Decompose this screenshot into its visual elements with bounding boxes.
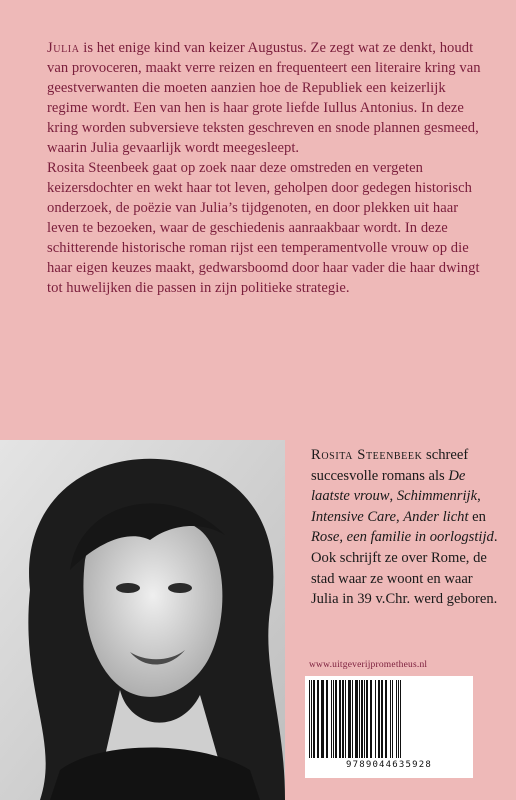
book-title-1: De laatste vrouw xyxy=(311,467,466,505)
author-bio xyxy=(311,445,501,610)
barcode-block xyxy=(305,660,477,778)
bio-separator-3: , xyxy=(395,508,404,525)
barcode-bar xyxy=(401,680,402,758)
blurb-lead-name: Julia xyxy=(47,40,80,56)
barcode-bars xyxy=(309,680,469,758)
isbn-barcode xyxy=(305,676,473,778)
author-name: Rosita Steenbeek xyxy=(311,447,423,463)
book-title-5: Rose, een familie in oorlogstijd xyxy=(311,529,494,546)
bio-separator-2: , xyxy=(477,488,481,505)
author-bio-text xyxy=(311,445,501,610)
author-portrait-image xyxy=(0,440,285,800)
book-title-3: Intensive Care xyxy=(311,508,396,525)
bio-separator-4: en xyxy=(468,508,486,525)
blurb-paragraph-1-text: is het enige kind van keizer Augustus. Ze zegt wat ze denkt, houdt van provoceren, maakt verre reizen en frequenteert een literaire kring van geestverwanten die moeten aanzien hoe de Republiek een keizerlijk regime wordt. Een van hen is haar grote liefde Iullus Antonius. In deze kring worden subversieve teksten geschreven en snode plannen gesmeed, waarin Julia gevaarlijk wordt meegesleept. xyxy=(47,40,481,156)
blurb-paragraph-2: Rosita Steenbeek gaat op zoek naar deze omstreden en vergeten keizersdochter en wekt haar tot leven, geholpen door gedegen historisch onderzoek, de poëzie van Julia’s tijdgenoten, en door plekken uit haar leven te bezoeken, waar de geschiedenis aanraakbaar wordt. In deze schitterende historische roman rijst een temperamentvolle vrouw op die haar eigen keuzes maakt, gedwarsboomd door haar vader die haar dwingt tot huwelijken die passen in zijn politieke strategie. xyxy=(47,160,480,296)
book-title-2: Schimmenrijk xyxy=(396,488,478,505)
isbn-number: 9789044635928 xyxy=(345,760,433,770)
blurb-text xyxy=(47,38,487,298)
author-photo xyxy=(0,440,285,800)
publisher-url[interactable]: www.uitgeverijprometheus.nl xyxy=(309,660,428,670)
bio-separator-1: , xyxy=(389,488,397,505)
bio-text-1: schreef succesvolle romans als xyxy=(311,447,469,484)
book-title-4: Ander licht xyxy=(403,508,469,525)
blurb-paragraph-1 xyxy=(47,38,487,158)
bio-text-2: . Ook schrijft ze over Rome, de stad waar ze woont en waar Julia in 39 v.Chr. werd geboren. xyxy=(311,529,498,608)
